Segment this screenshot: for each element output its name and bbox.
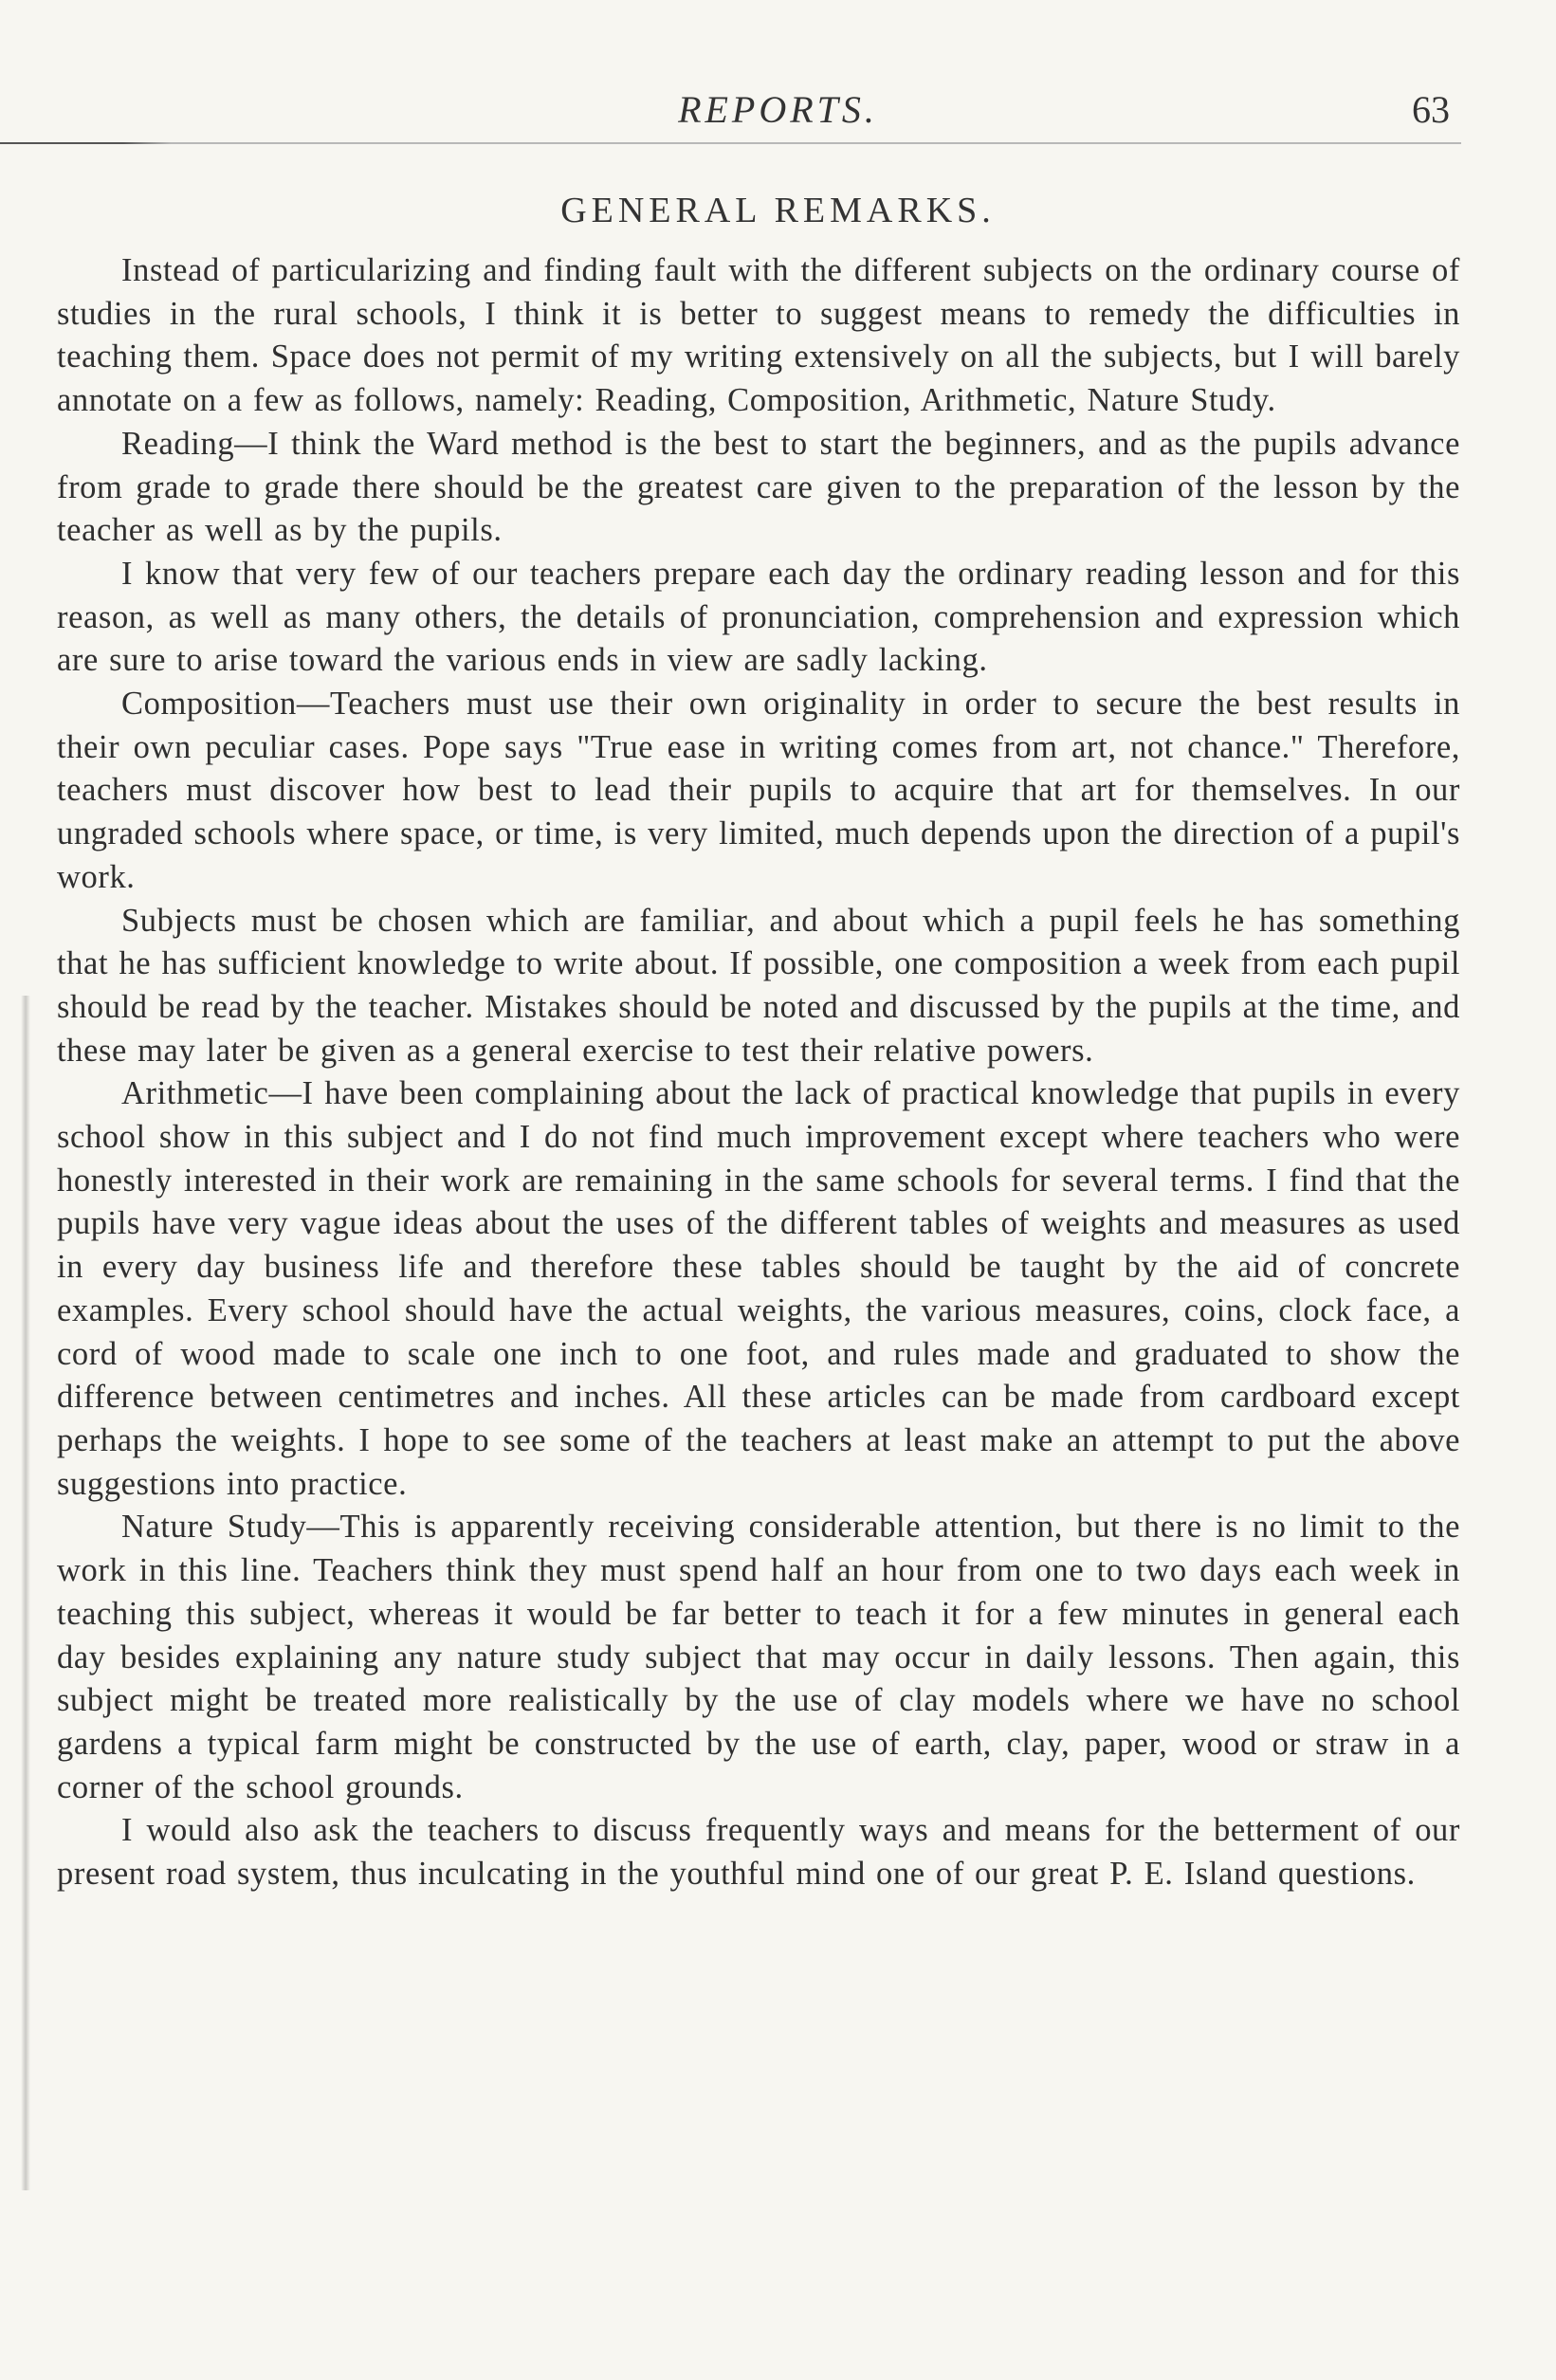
paragraph-arithmetic: Arithmetic—I have been complaining about the lack of practical knowledge that pupils in every school show in this subject and I do not find much improvement except where teachers who were honestly interested in their work are remaining in the same schools for several terms. I find that the pupils have very vague ideas about the uses of the different tables of weights and measures as used in every day business life and therefore these tables should be taught by the aid of concrete examples. Every school should have the actual weights, the various measures, coins, clock face, a cord of wood made to scale one inch to one foot, and rules made and graduated to show the difference between centimetres and inches. All these articles can be made from cardboard except perhaps the weights. I hope to see some of the teachers at least make an attempt to put the above suggestions into practice. xyxy=(57,1075,1460,1502)
section-title: GENERAL REMARKS. xyxy=(560,191,996,230)
page-number: 63 xyxy=(1412,88,1450,131)
body-text xyxy=(57,249,1460,1896)
paragraph-introduction: Instead of particularizing and finding fault with the different subjects on the ordinary course of studies in the rural schools, I think it is better to suggest means to remedy the difficulties in teaching them. Space does not permit of my writing extensively on all the subjects, but I will barely annotate on a few as follows, namely: Reading, Composition, Arithmetic, Nature Study. xyxy=(57,252,1460,419)
page-header xyxy=(0,87,1556,144)
paragraph-road-system: I would also ask the teachers to discuss frequently ways and means for the betterment of our present road system, thus inculcating in the youthful mind one of our great P. E. Island questions. xyxy=(57,1812,1460,1893)
paragraph-nature-study: Nature Study—This is apparently receiving considerable attention, but there is no limit to the work in this line. Teachers think they must spend half an hour from one to two days each week in teaching this subject, whereas it would be far better to teach it for a few minutes in general each day besides explaining any nature study subject that may occur in daily lessons. Then again, this subject might be treated more realistically by the use of clay models where we have no school gardens a typical farm might be constructed by the use of earth, clay, paper, wood or straw in a corner of the school grounds. xyxy=(57,1509,1460,1805)
paragraph-reading-preparation: I know that very few of our teachers prepare each day the ordinary reading lesson and for this reason, as well as many others, the details of pronunciation, comprehension and expression which are sure to arise toward the various ends in view are sadly lacking. xyxy=(57,555,1460,679)
running-title: REPORTS. xyxy=(678,88,878,131)
header-rule xyxy=(0,142,1461,144)
paragraph-composition-subjects: Subjects must be chosen which are familiar, and about which a pupil feels he has something that he has sufficient knowledge to write about. If possible, one composition a week from each pupil should be read by the teacher. Mistakes should be noted and discussed by the pupils at the time, and these may later be given as a general exercise to test their relative powers. xyxy=(57,902,1460,1069)
paragraph-composition: Composition—Teachers must use their own originality in order to secure the best results in their own peculiar cases. Pope says "True ease in writing comes from art, not chance." Therefore, teachers must discover how best to lead their pupils to acquire that art for themselves. In our ungraded schools where space, or time, is very limited, much depends upon the direction of a pupil's work. xyxy=(57,686,1460,895)
paragraph-reading: Reading—I think the Ward method is the best to start the beginners, and as the pupils advance from grade to grade there should be the greatest care given to the preparation of the lesson by the teacher as well as by the pupils. xyxy=(57,425,1460,549)
binding-shadow xyxy=(21,996,30,2190)
